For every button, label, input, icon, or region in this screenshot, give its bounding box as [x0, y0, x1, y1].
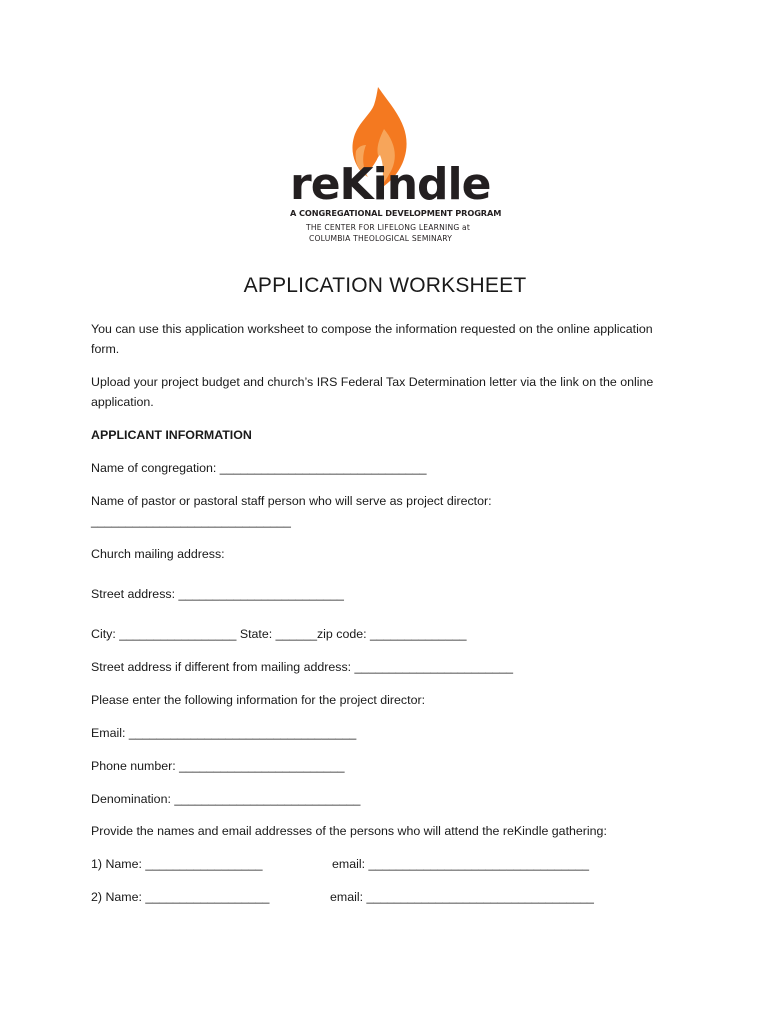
logo-tagline: A CONGREGATIONAL DEVELOPMENT PROGRAM	[290, 208, 502, 218]
attendee-1-name-field: 1) Name: _________________	[91, 857, 263, 871]
brand-wordmark: reKindle	[290, 159, 491, 210]
attendees-prompt: Provide the names and email addresses of the persons who will attend the reKindle gathering:	[91, 824, 607, 838]
director-prompt: Please enter the following information for the project director:	[91, 693, 426, 707]
intro-paragraph-1-line-1: You can use this application worksheet to compose the information requested on the online application	[91, 322, 653, 336]
section-heading: APPLICANT INFORMATION	[91, 428, 252, 442]
intro-paragraph-2-line-1: Upload your project budget and church’s IRS Federal Tax Determination letter via the link on the online	[91, 375, 654, 389]
email-field: Email: _________________________________	[91, 726, 357, 740]
logo-subline-1: THE CENTER FOR LIFELONG LEARNING at	[306, 223, 471, 232]
pastor-field-label: Name of pastor or pastoral staff person who will serve as project director:	[91, 494, 492, 508]
mailing-address-label: Church mailing address:	[91, 547, 225, 561]
alt-street-address-field: Street address if different from mailing address: _______________________	[91, 660, 514, 674]
pastor-field-blank: _____________________________	[91, 514, 291, 528]
attendee-2-name-field: 2) Name: __________________	[91, 890, 270, 904]
phone-field: Phone number: ________________________	[91, 759, 345, 773]
street-address-field: Street address: ________________________	[91, 587, 344, 601]
attendee-2-email-field: email: _________________________________	[330, 890, 594, 904]
congregation-field: Name of congregation: ______________________________	[91, 461, 427, 475]
rekindle-logo	[285, 85, 502, 255]
logo-subline-2: COLUMBIA THEOLOGICAL SEMINARY	[309, 234, 453, 243]
denomination-field: Denomination: ___________________________	[91, 792, 361, 806]
intro-paragraph-1-line-2: form.	[91, 342, 120, 356]
attendee-1-email-field: email: ________________________________	[332, 857, 590, 871]
page-title: APPLICATION WORKSHEET	[243, 274, 527, 297]
city-state-zip-field: City: _________________ State: ______zip code: ______________	[91, 627, 467, 641]
intro-paragraph-2-line-2: application.	[91, 395, 154, 409]
